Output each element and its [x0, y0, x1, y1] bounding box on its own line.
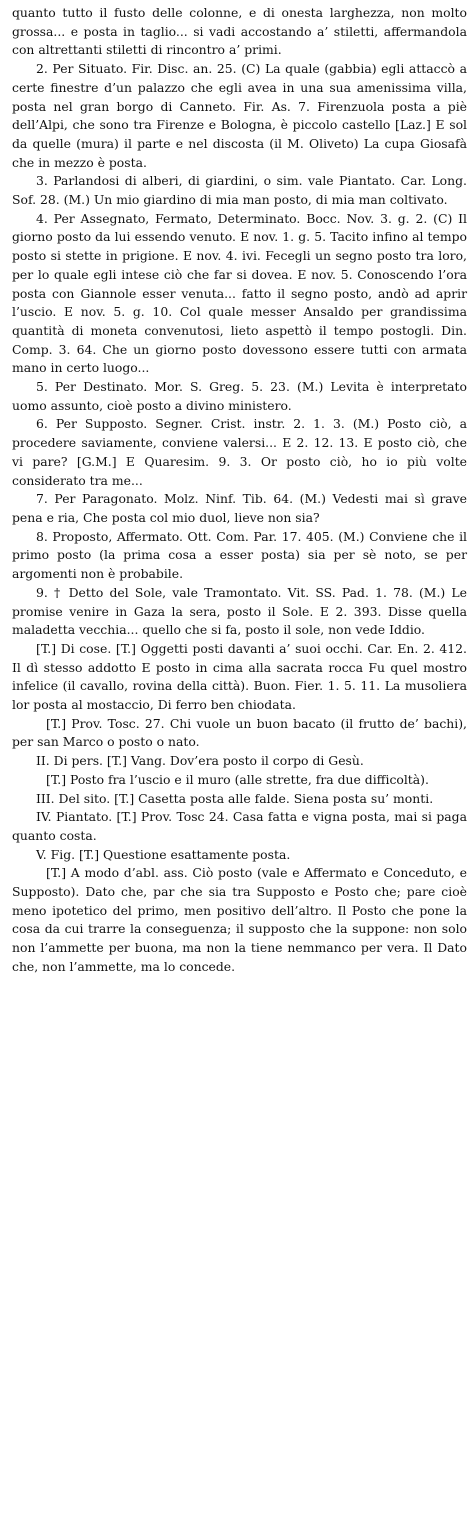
paragraph-continuation: quanto tutto il fusto delle colonne, e di onesta larghezza, non molto grossa... e posta in taglio... si vadi accostando a’ stiletti, affermandola con altrettanti stiletti di rincontro a’ primi. [12, 5, 467, 58]
subsense-abl-ass: [T.] A modo d’abl. ass. Ciò posto (vale e Affermato e Conceduto, e Supposto). Dato che, par che sia tra Supposto e Posto che; pare cioè meno ipotetico del primo, men positivo dell’altro. Il Posto che pone la cosa da cui trarre la conseguenza; il supposto che la suppone: non solo non l’ammette per buona, ma non la tiene nemmanco per vera. Il Dato che, non l’ammette, ma lo concede. [12, 865, 467, 974]
subsense-di-cose: [T.] Di cose. [T.] Oggetti posti davanti a’ suoi occhi. Car. En. 2. 412. Il dì stesso addotto E posto in cima alla sacrata rocca Fu quel mostro infelice (il cavallo, rovina della città). Buon. Fier. 1. 5. 11. La musoliera lor posta al mostaccio, Di ferro ben chiodata. [12, 640, 467, 713]
subsense-uscio-muro: [T.] Posto fra l’uscio e il muro (alle strette, fra due difficoltà). [46, 771, 429, 787]
sense-3-piantato: 3. Parlandosi di alberi, di giardini, o sim. vale Piantato. Car. Long. Sof. 28. (M.) Un mio giardino di mia man posto, di mia man coltivato. [12, 173, 467, 208]
sense-4-assegnato: 4. Per Assegnato, Fermato, Determinato. Bocc. Nov. 3. g. 2. (C) Il giorno posto da lui essendo venuto. E nov. 1. g. 5. Tacito infino al tempo posto si stette in prigione. E nov. 4. ivi. Fecegli un segno posto tra loro, per lo quale egli intese ciò che far si dovea. E nov. 5. Conoscendo l’ora posta con Giannole esser venuta... fatto il segno posto, andò ad aprir l’uscio. E nov. 5. g. 10. Col quale messer Ansaldo per grandissima quantità di moneta convenutosi, lieto aspettò il tempo postogli. Din. Comp. 3. 64. Che un giorno posto dovessono essere tutti con armata mano in certo luogo... [12, 210, 467, 376]
sense-7-paragonato: 7. Per Paragonato. Molz. Ninf. Tib. 64. (M.) Vedesti mai sì grave pena e ria, Che posta col mio duol, lieve non sia? [12, 491, 467, 525]
sense-V-fig: V. Fig. [T.] Questione esattamente posta. [36, 846, 291, 862]
sense-III-del-sito: III. Del sito. [T.] Casetta posta alle falde. Siena posta su’ monti. [36, 790, 434, 806]
sense-2-situato: 2. Per Situato. Fir. Disc. an. 25. (C) La quale (gabbia) egli attaccò a certe finestre d’un palazzo che egli avea in una sua amenissima villa, posta nel gran borgo di Canneto. Fir. As. 7. Firenzuola posta a piè dell’Alpi, che sono tra Firenze e Bologna, è piccolo castello [Laz.] E sol da quelle (mura) il parte e nel discosta (il M. Oliveto) La cupa Giosafà che in mezzo è posta. [12, 61, 467, 170]
sense-II-di-pers: II. Di pers. [T.] Vang. Dov’era posto il corpo di Gesù. [36, 753, 364, 769]
sense-6-supposto: 6. Per Supposto. Segner. Crist. instr. 2. 1. 3. (M.) Posto ciò, a procedere saviamente, conviene valersi... E 2. 12. 13. E posto ciò, che vi pare? [G.M.] E Quaresim. 9. 3. Or posto ciò, ho io più volte considerato tra me... [12, 416, 467, 488]
subsense-prov-tosc: [T.] Prov. Tosc. 27. Chi vuole un buon bacato (il frutto de’ bachi), per san Marco o posto o nato. [12, 715, 467, 750]
sense-9-tramontato: 9. † Detto del Sole, vale Tramontato. Vit. SS. Pad. 1. 78. (M.) Le promise venire in Gaza la sera, posto il Sole. E 2. 393. Disse quella maladetta vecchia... quello che si fa, posto il sole, non vede Iddio. [12, 584, 467, 638]
sense-5-destinato: 5. Per Destinato. Mor. S. Greg. 5. 23. (M.) Levita è interpretato uomo assunto, cioè posto a divino ministero. [12, 379, 467, 413]
sense-IV-piantato: IV. Piantato. [T.] Prov. Tosc 24. Casa fatta e vigna posta, mai si paga quanto costa. [12, 809, 467, 843]
sense-8-proposto: 8. Proposto, Affermato. Ott. Com. Par. 17. 405. (M.) Conviene che il primo posto (la prima cosa a esser posta) sia per sè noto, se per argomenti non è probabile. [12, 528, 467, 582]
